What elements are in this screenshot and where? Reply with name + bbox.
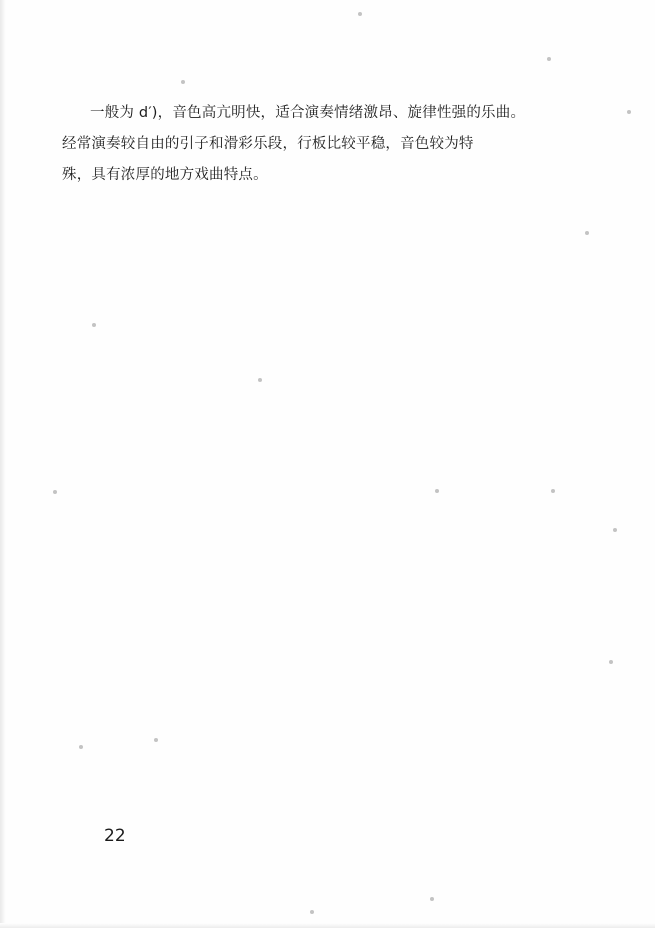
scan-speck	[258, 378, 262, 382]
scan-speck	[547, 57, 551, 61]
scan-speck	[627, 110, 631, 114]
paragraph-line: 殊，具有浓厚的地方戏曲特点。	[62, 167, 268, 183]
scan-speck	[551, 489, 555, 493]
scan-speck	[92, 323, 96, 327]
scan-speck	[358, 12, 362, 16]
scan-speck	[435, 489, 439, 493]
scan-speck	[310, 910, 314, 914]
body-paragraph	[62, 98, 582, 191]
scan-speck	[181, 80, 185, 84]
scan-speck	[154, 738, 158, 742]
scan-speck	[585, 231, 589, 235]
scan-speck	[609, 660, 613, 664]
page-bottom-edge-shadow	[0, 923, 655, 928]
paragraph-line: 一般为 d′)，音色高亢明快，适合演奏情绪激昂、旋律性强的乐曲。	[90, 105, 526, 121]
paragraph-line: 经常演奏较自由的引子和滑彩乐段，行板比较平稳，音色较为特	[62, 136, 474, 152]
page-number: 22	[104, 826, 126, 846]
scan-speck	[613, 528, 617, 532]
page-left-edge-shadow	[0, 0, 6, 928]
scan-speck	[430, 897, 434, 901]
scan-speck	[79, 745, 83, 749]
scan-speck	[53, 490, 57, 494]
